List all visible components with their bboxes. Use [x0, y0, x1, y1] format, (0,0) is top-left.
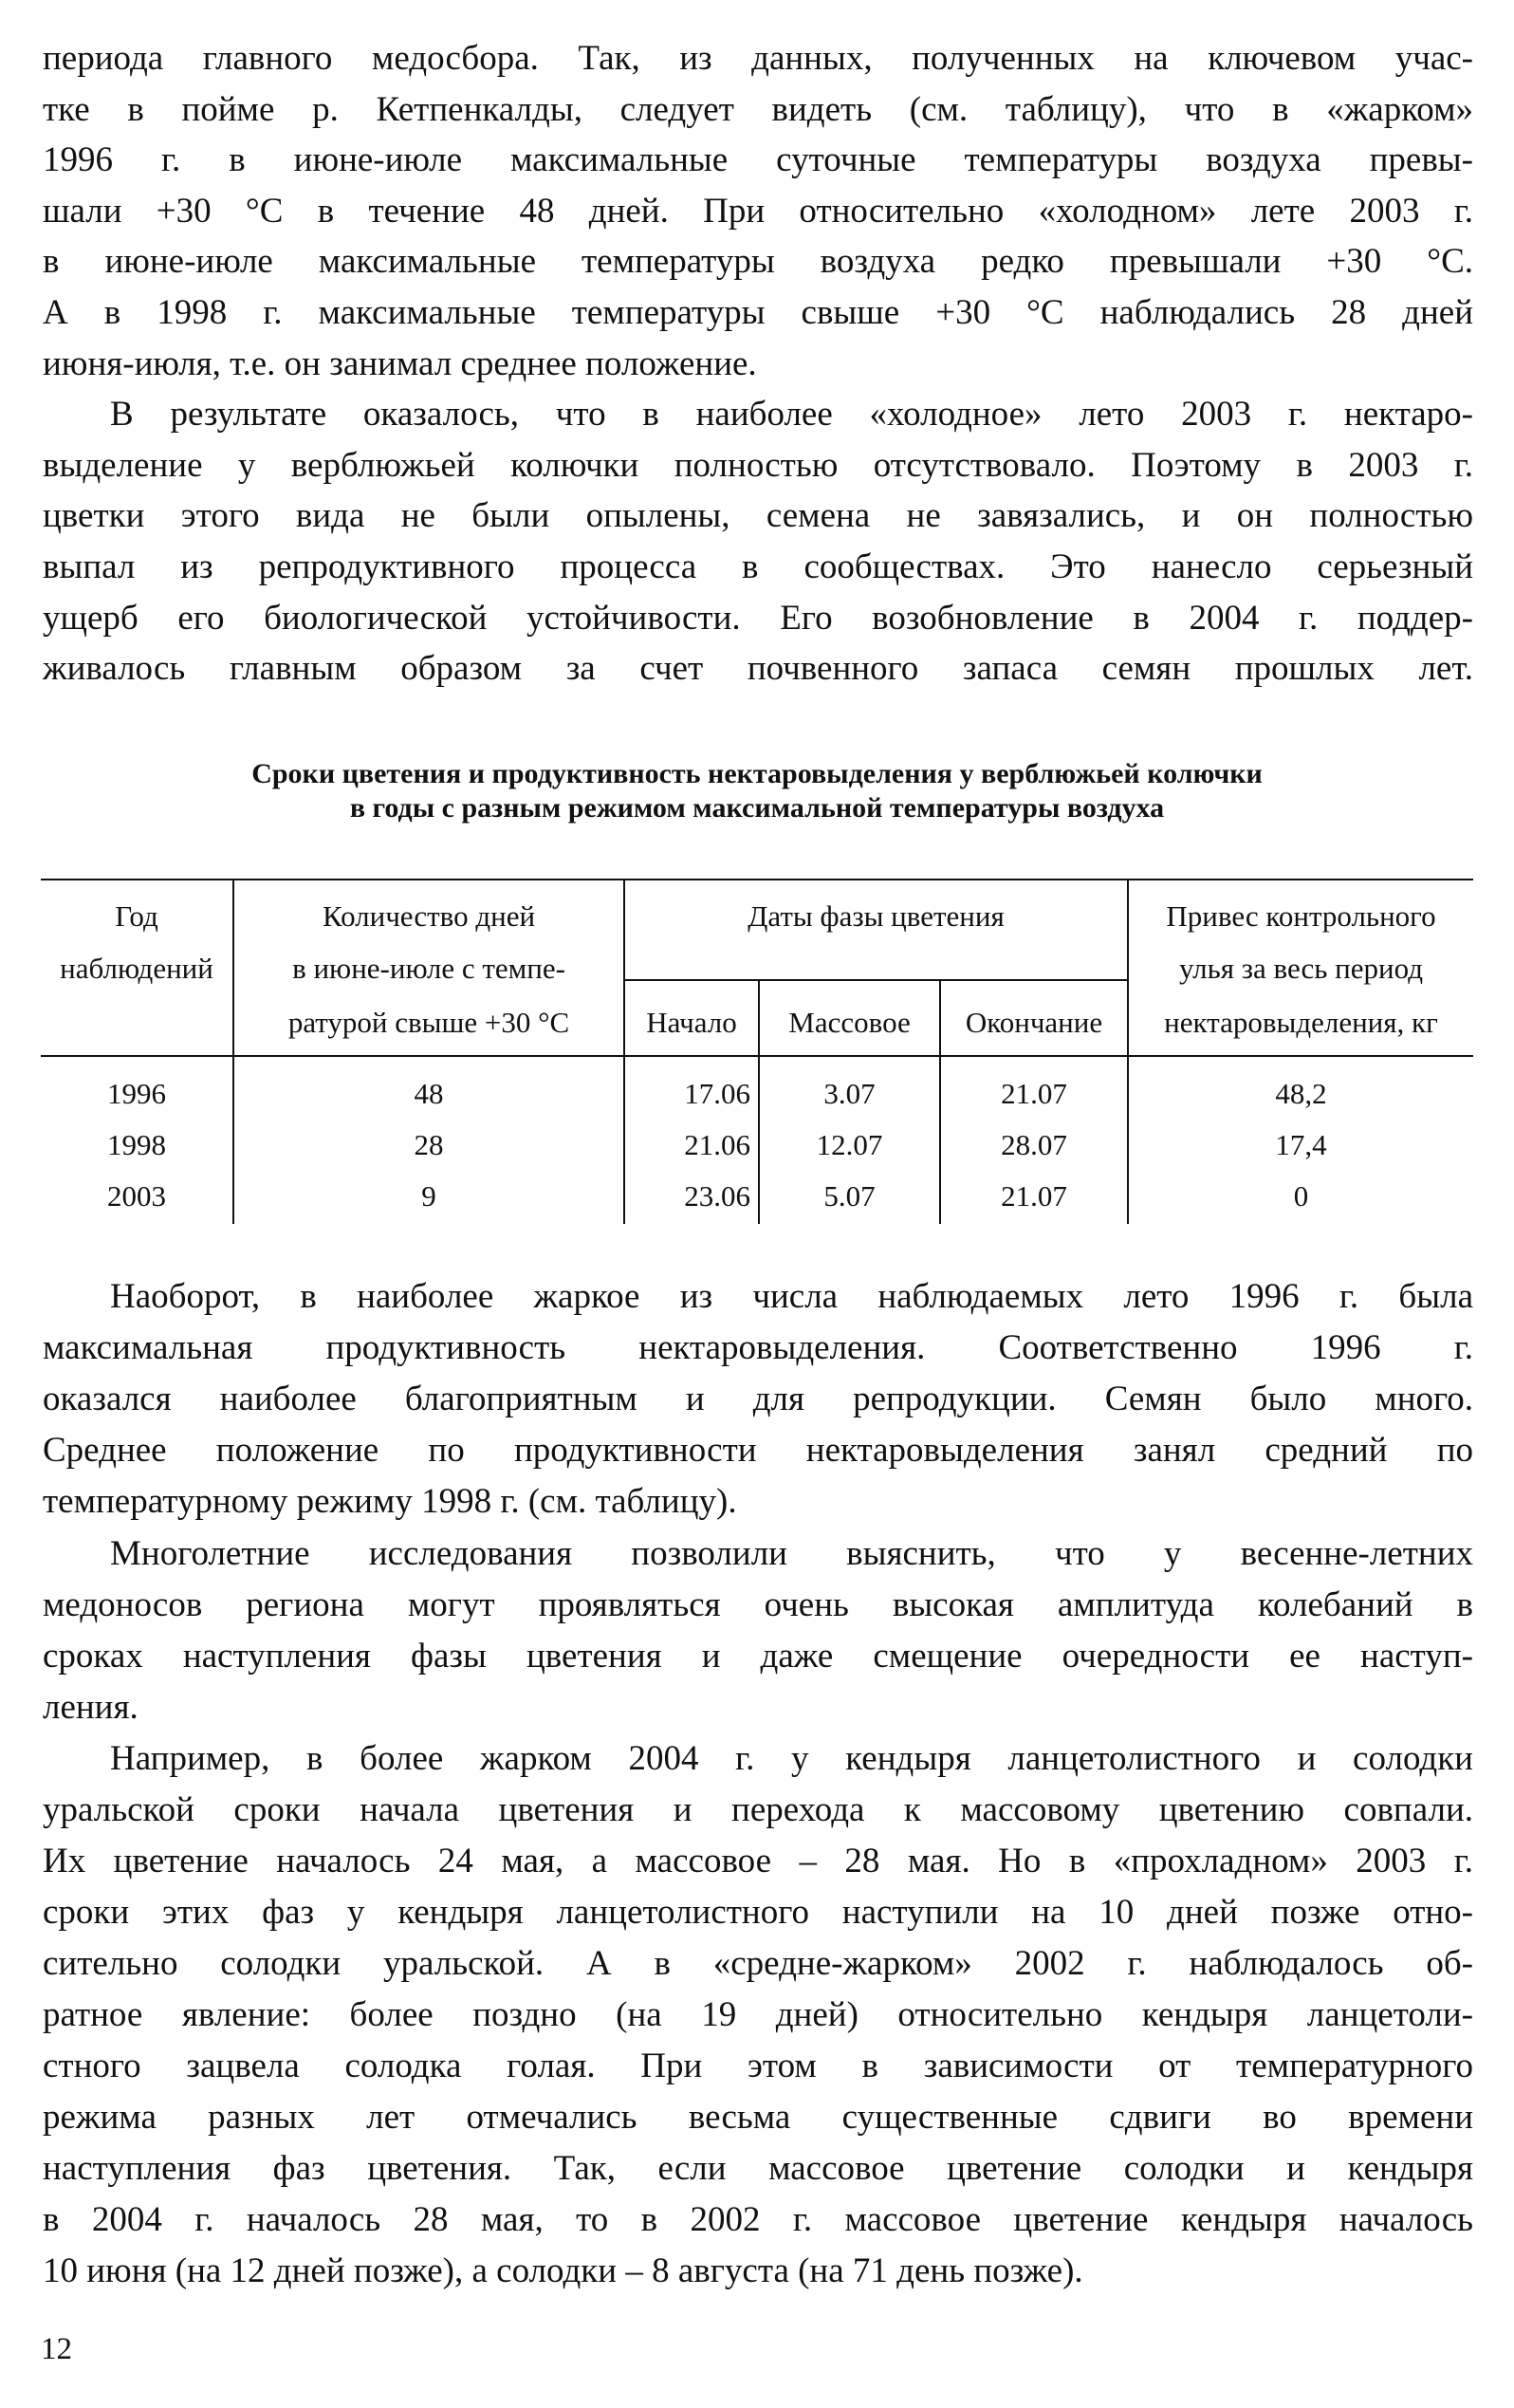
header-year-line-2: наблюдений	[60, 952, 213, 985]
cell-days: 28	[414, 1128, 444, 1161]
text-line: ущерб его биологической устойчивости. Его возобновление в 2004 г. поддер-	[43, 599, 1473, 638]
table-subheader-rule	[624, 979, 1128, 981]
text-line: А в 1998 г. максимальные температуры свыше +30 °С наблюдались 28 дней	[43, 293, 1473, 332]
header-weight-line-3: нектаровыделения, кг	[1164, 1006, 1438, 1039]
header-dates-group: Даты фазы цветения	[748, 899, 1005, 933]
cell-year: 1996	[107, 1077, 166, 1110]
table-header-rule	[41, 1055, 1473, 1057]
header-weight-line-1: Привес контрольного	[1166, 899, 1436, 933]
cell-weight: 0	[1293, 1179, 1309, 1213]
header-days-line-3: ратурой свыше +30 °С	[287, 1006, 570, 1039]
page-number: 12	[41, 2332, 72, 2366]
cell-year: 1998	[107, 1128, 166, 1161]
table-title-line-1: Сроки цветения и продуктивность нектаровыделения у верблюжьей колючки	[251, 758, 1263, 789]
table-top-rule	[41, 879, 1473, 880]
text-line: Наоборот, в наиболее жаркое из числа наблюдаемых лето 1996 г. была	[110, 1277, 1473, 1316]
text-line: Например, в более жарком 2004 г. у кендыря ланцетолистного и солодки	[110, 1739, 1473, 1778]
text-line: медоносов региона могут проявляться очень высокая амплитуда колебаний в	[43, 1585, 1473, 1624]
text-line: сроках наступления фазы цветения и даже смещение очередности ее наступ-	[43, 1637, 1473, 1676]
header-days-line-2: в июне-июле с темпе-	[292, 952, 565, 985]
cell-mass: 3.07	[823, 1077, 876, 1110]
text-line: тке в пойме р. Кетпенкалды, следует видеть (см. таблицу), что в «жарком»	[43, 90, 1473, 129]
text-line: периода главного медосбора. Так, из данных, полученных на ключевом учас-	[43, 39, 1473, 78]
header-start: Начало	[646, 1006, 737, 1039]
text-line: сительно солодки уральской. А в «средне-жарком» 2002 г. наблюдалось об-	[43, 1944, 1473, 1983]
cell-start: 23.06	[684, 1179, 750, 1213]
text-line: Их цветение началось 24 мая, а массовое – 28 мая. Но в «прохладном» 2003 г.	[43, 1842, 1473, 1880]
cell-days: 9	[421, 1179, 436, 1213]
text-line: в июне-июле максимальные температуры воздуха редко превышали +30 °С.	[43, 242, 1473, 281]
text-line: живалось главным образом за счет почвенного запаса семян прошлых лет.	[43, 649, 1473, 688]
text-line: 10 июня (на 12 дней позже), а солодки – 8 августа (на 71 день позже).	[43, 2251, 1083, 2290]
cell-start: 17.06	[684, 1077, 750, 1110]
cell-year: 2003	[107, 1179, 166, 1213]
text-line: 1996 г. в июне-июле максимальные суточные температуры воздуха превы-	[43, 140, 1473, 179]
text-line: ления.	[43, 1688, 138, 1727]
text-line: выпал из репродуктивного процесса в сообществах. Это нанесло серьезный	[43, 547, 1473, 586]
text-line: наступления фаз цветения. Так, если массовое цветение солодки и кендыря	[43, 2149, 1473, 2188]
header-mass: Массовое	[788, 1006, 911, 1039]
cell-end: 21.07	[1001, 1077, 1067, 1110]
cell-weight: 48,2	[1275, 1077, 1327, 1110]
text-line: июня-июля, т.е. он занимал среднее положение.	[43, 344, 757, 383]
text-line: выделение у верблюжьей колючки полностью отсутствовало. Поэтому в 2003 г.	[43, 446, 1473, 485]
cell-start: 21.06	[684, 1128, 750, 1161]
header-end: Окончание	[965, 1006, 1103, 1039]
cell-mass: 12.07	[816, 1128, 883, 1161]
text-line: максимальная продуктивность нектаровыделения. Соответственно 1996 г.	[43, 1328, 1473, 1367]
header-year-line-1: Год	[115, 899, 158, 933]
text-line: сроки этих фаз у кендыря ланцетолистного наступили на 10 дней позже отно-	[43, 1893, 1473, 1932]
cell-end: 21.07	[1001, 1179, 1067, 1213]
text-line: температурному режиму 1998 г. (см. таблицу).	[43, 1482, 737, 1521]
header-weight-line-2: улья за весь период	[1179, 952, 1423, 985]
text-line: ратное явление: более поздно (на 19 дней) относительно кендыря ланцетоли-	[43, 1995, 1473, 2034]
text-line: цветки этого вида не были опылены, семена не завязались, и он полностью	[43, 496, 1473, 535]
text-line: режима разных лет отмечались весьма существенные сдвиги во времени	[43, 2098, 1473, 2137]
text-line: В результате оказалось, что в наиболее «холодное» лето 2003 г. нектаро-	[110, 395, 1473, 434]
cell-weight: 17,4	[1275, 1128, 1327, 1161]
table-title-line-2: в годы с разным режимом максимальной температуры воздуха	[349, 792, 1165, 824]
cell-days: 48	[414, 1077, 444, 1110]
cell-mass: 5.07	[823, 1179, 876, 1213]
text-line: шали +30 °С в течение 48 дней. При относительно «холодном» лете 2003 г.	[43, 192, 1473, 231]
text-line: Многолетние исследования позволили выяснить, что у весенне-летних	[110, 1534, 1473, 1573]
header-days-line-1: Количество дней	[322, 899, 536, 933]
text-line: уральской сроки начала цветения и перехода к массовому цветению совпали.	[43, 1790, 1473, 1829]
text-line: Среднее положение по продуктивности нектаровыделения занял средний по	[43, 1431, 1473, 1470]
text-line: оказался наиболее благоприятным и для репродукции. Семян было много.	[43, 1380, 1473, 1418]
text-line: в 2004 г. началось 28 мая, то в 2002 г. массовое цветение кендыря началось	[43, 2200, 1473, 2239]
cell-end: 28.07	[1001, 1128, 1067, 1161]
text-line: стного зацвела солодка голая. При этом в зависимости от температурного	[43, 2047, 1473, 2085]
